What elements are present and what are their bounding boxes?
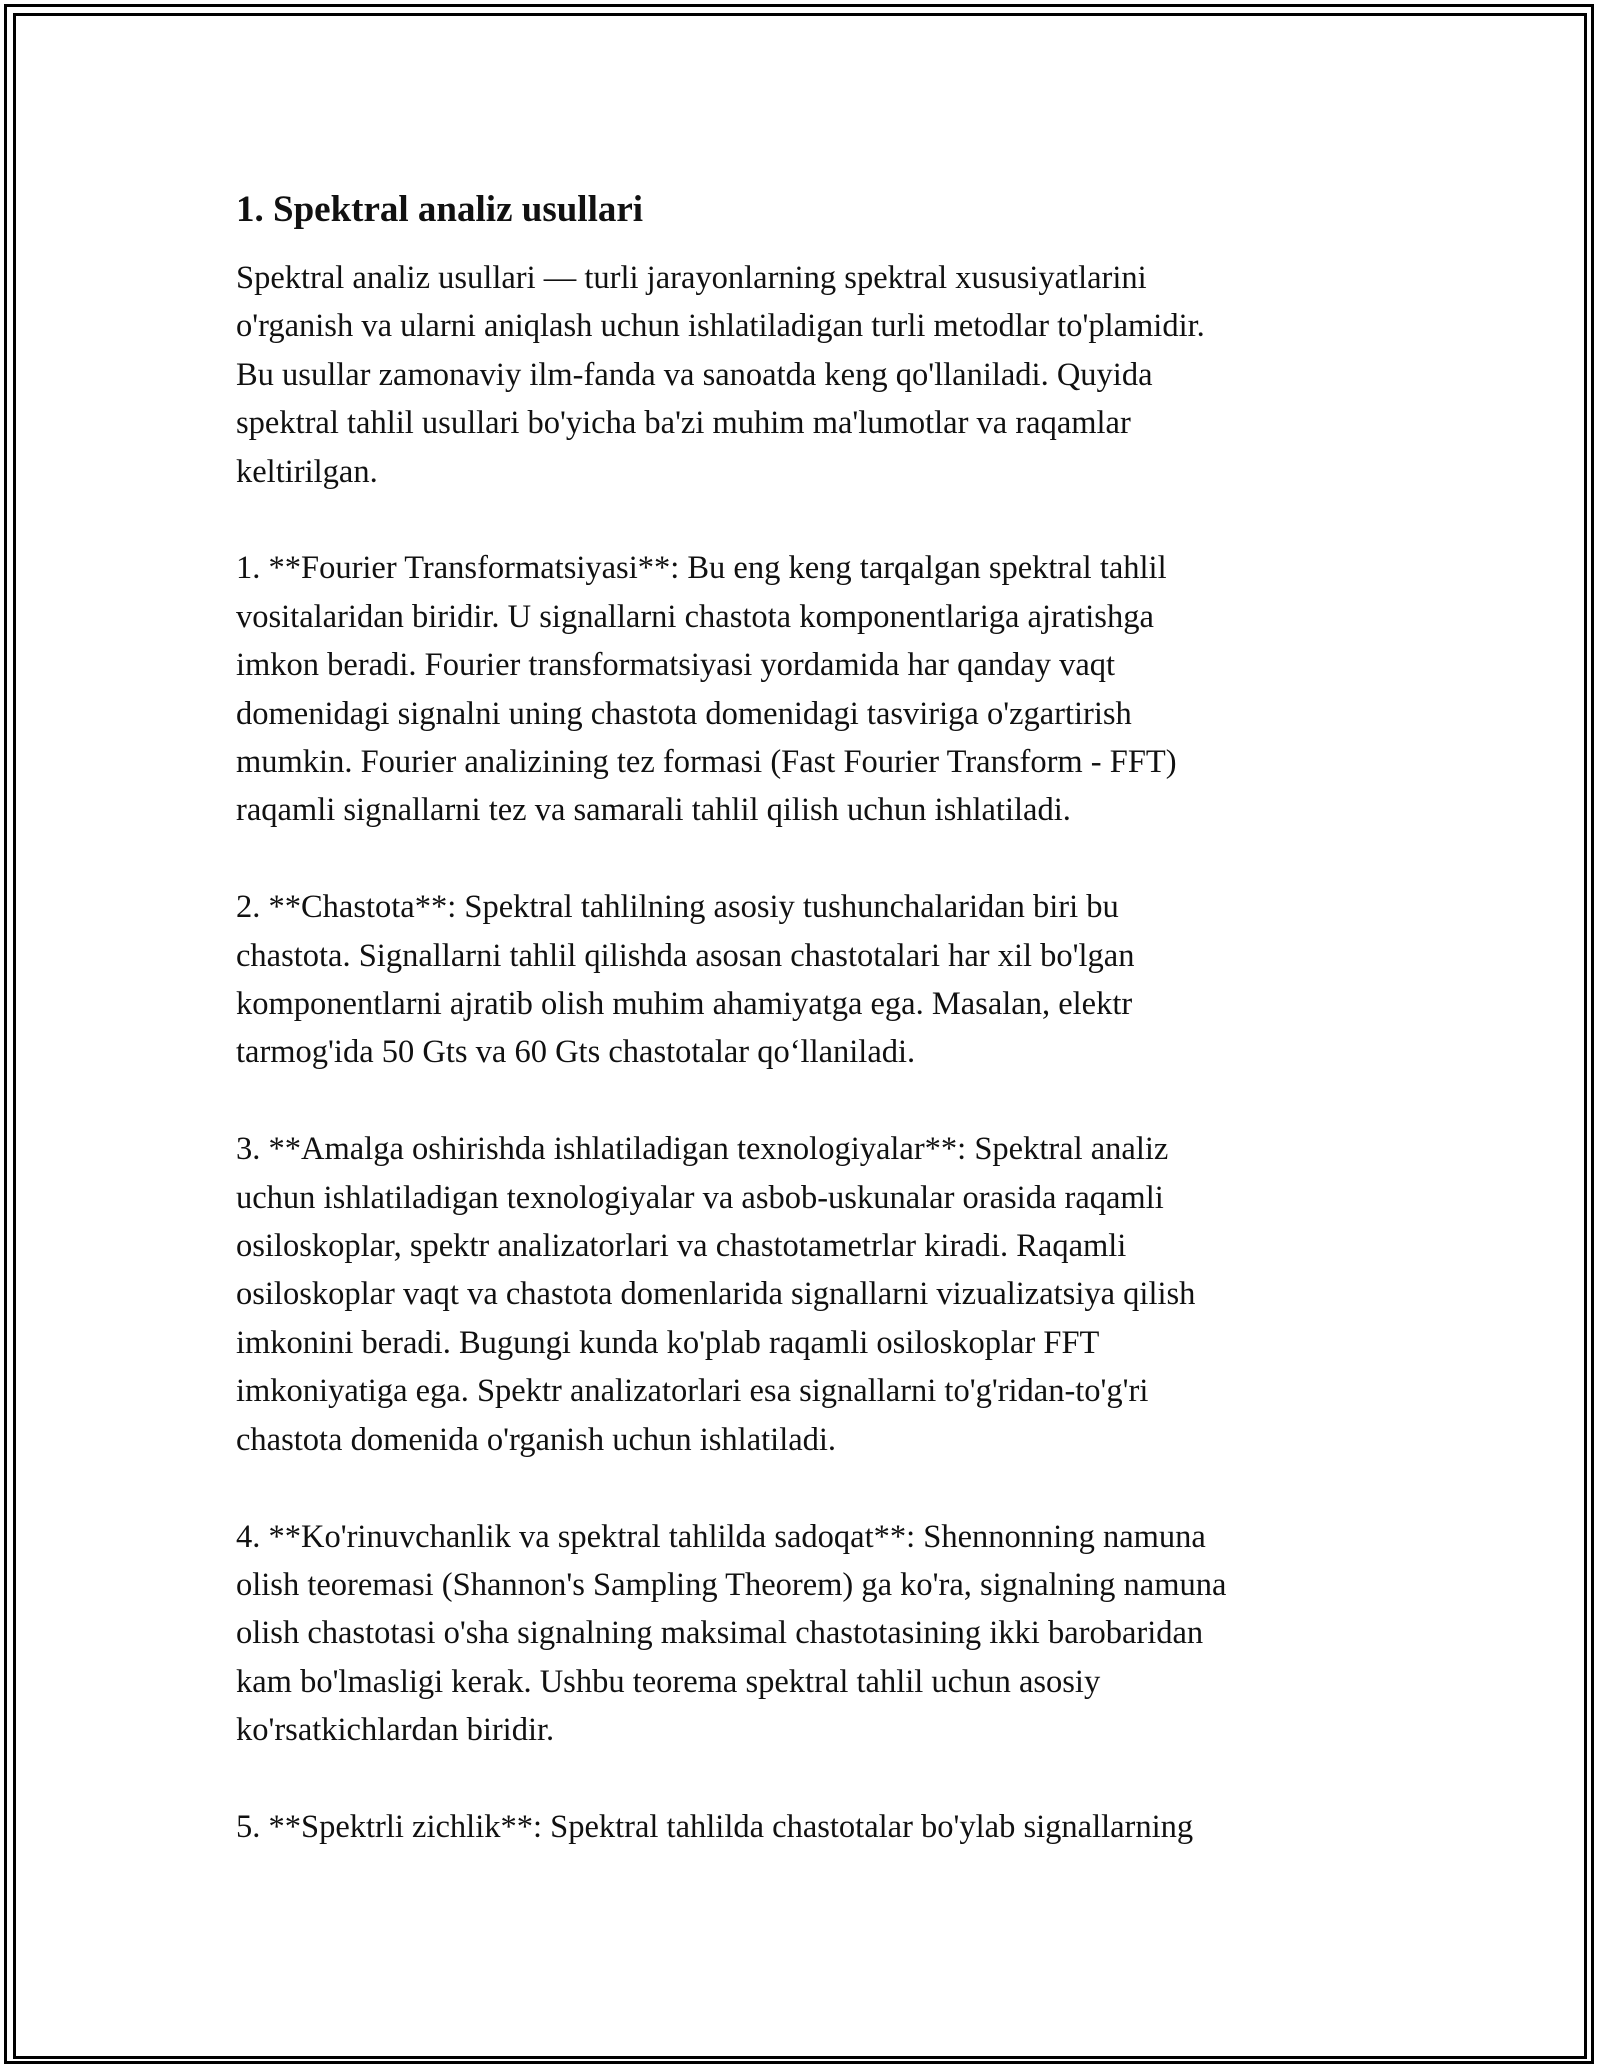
paragraph-chastota: 2. **Chastota**: Spektral tahlilning asosiy tushunchalaridan biri bu chastota. Signallarni tahlil qilishda asosan chastotalari har xil bo'lgan komponentlarni ajratib olish muhim ahamiyatga ega. Masalan, elektr tarmog'ida 50 Gts va 60 Gts chastotalar qo‘llaniladi.	[236, 889, 1135, 1071]
paragraph-texnologiyalar: 3. **Amalga oshirishda ishlatiladigan texnologiyalar**: Spektral analiz uchun ishlatiladigan texnologiyalar va asbob-uskunalar orasida raqamli osiloskoplar, spektr analizatorlari va chastotametrlar kiradi. Raqamli osiloskoplar vaqt va chastota domenlarida signallarni vizualizatsiya qilish imkonini beradi. Bugungi kunda ko'plab raqamli osiloskoplar FFT imkoniyatiga ega. Spektr analizatorlari esa signallarni to'g'ridan-to'g'ri chastota domenida o'rganish uchun ishlatiladi.	[236, 1131, 1196, 1458]
paragraph-sampling-theorem: 4. **Ko'rinuvchanlik va spektral tahlilda sadoqat**: Shennonning namuna olish teoremasi (Shannon's Sampling Theorem) ga ko'ra, signalning namuna olish chastotasi o'sha signalning maksimal chastotasining ikki barobaridan kam bo'lmasligi kerak. Ushbu teorema spektral tahlil uchun asosiy ko'rsatkichlardan biridir.	[236, 1518, 1227, 1749]
paragraph-spektrli-zichlik: 5. **Spektrli zichlik**: Spektral tahlilda chastotalar bo'ylab signallarning	[236, 1808, 1194, 1845]
paragraph-fourier: 1. **Fourier Transformatsiyasi**: Bu eng keng tarqalgan spektral tahlil vositalaridan biridir. U signallarni chastota komponentlariga ajratishga imkon beradi. Fourier transformatsiyasi yordamida har qanday vaqt domenidagi signalni uning chastota domenidagi tasviriga o'zgartirish mumkin. Fourier analizining tez formasi (Fast Fourier Transform - FFT) raqamli signallarni tez va samarali tahlil qilish uchun ishlatiladi.	[236, 550, 1177, 829]
document-body	[236, 186, 1386, 1900]
section-heading: 1. Spektral analiz usullari	[236, 189, 644, 230]
paragraph-intro: Spektral analiz usullari — turli jarayonlarning spektral xususiyatlarini o'rganish va ularni aniqlash uchun ishlatiladigan turli metodlar to'plamidir. Bu usullar zamonaviy ilm-fanda va sanoatda keng qo'llaniladi. Quyida spektral tahlil usullari bo'yicha ba'zi muhim ma'lumotlar va raqamlar keltirilgan.	[236, 260, 1205, 490]
